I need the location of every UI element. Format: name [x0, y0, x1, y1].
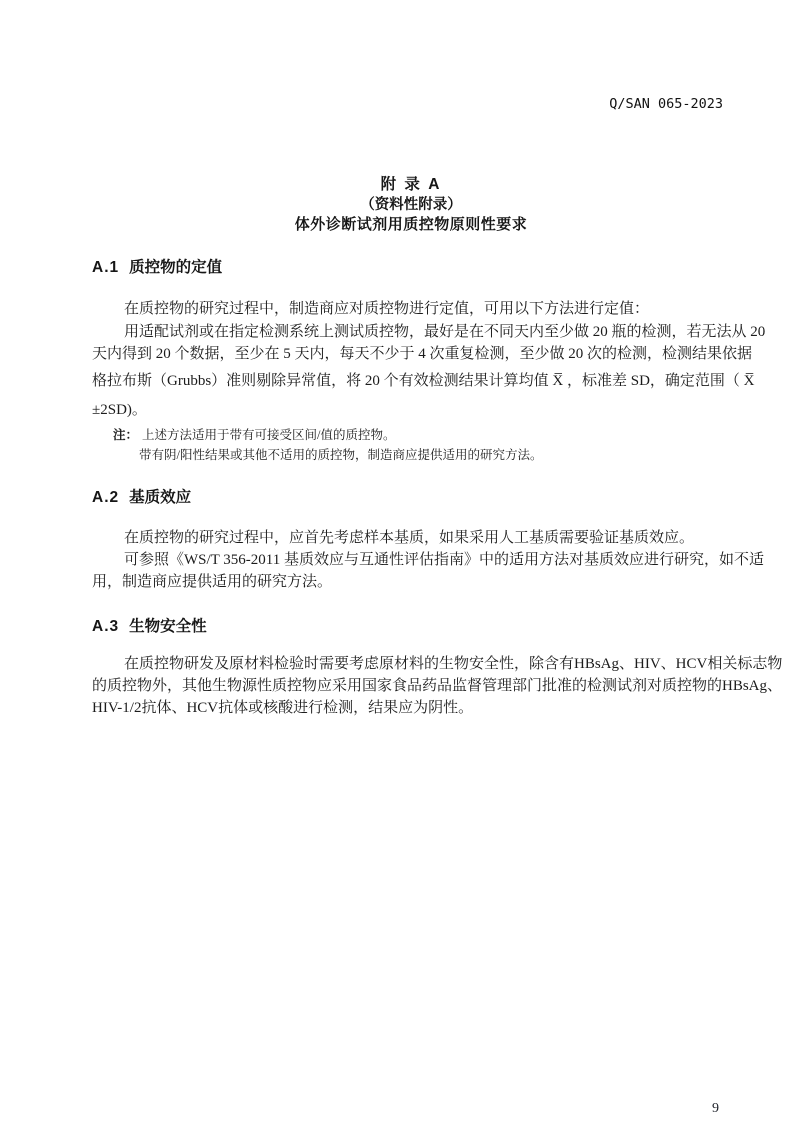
section-a2-number: A.2	[92, 489, 120, 506]
appendix-heading: 体外诊断试剂用质控物原则性要求	[294, 216, 528, 233]
paragraph-line: HIV-1/2抗体、HCV抗体或核酸进行检测，结果应为阴性。	[92, 700, 474, 716]
paragraph-line: 用，制造商应提供适用的研究方法。	[92, 574, 333, 590]
section-a2-heading	[92, 485, 191, 507]
note-text: 上述方法适用于带有可接受区间/值的质控物。	[142, 428, 396, 442]
paragraph-line: ±2SD)。	[92, 402, 147, 418]
paragraph-line: 在质控物的研究过程中，制造商应对质控物进行定值，可用以下方法进行定值：	[124, 301, 650, 317]
paragraph-line: 天内得到 20 个数据，至少在 5 天内，每天不少于 4 次重复检测，至少做 20 次的检测，检测结果依据	[92, 346, 753, 362]
appendix-subtitle: （资料性附录）	[360, 197, 462, 213]
section-a1-heading	[92, 255, 222, 277]
note-line	[113, 428, 396, 443]
section-a3-heading	[92, 614, 207, 636]
note-label: 注：	[113, 428, 139, 442]
page-number: 9	[712, 1101, 719, 1116]
section-a1-title: 质控物的定值	[129, 259, 223, 276]
paragraph-line: 可参照《WS/T 356-2011 基质效应与互通性评估指南》中的适用方法对基质效应进行研究，如不适	[124, 552, 765, 568]
paragraph-line: 格拉布斯（Grubbs）准则剔除异常值，将 20 个有效检测结果计算均值 X̅ ，标准差 SD，确定范围（ X̅	[92, 373, 755, 389]
appendix-title: 附 录 A	[380, 176, 442, 193]
paragraph-line: 在质控物的研究过程中，应首先考虑样本基质，如果采用人工基质需要验证基质效应。	[124, 530, 695, 546]
section-a3-number: A.3	[92, 618, 120, 635]
section-a2-title: 基质效应	[129, 489, 192, 506]
section-a1-number: A.1	[92, 259, 120, 276]
note-line: 带有阴/阳性结果或其他不适用的质控物，制造商应提供适用的研究方法。	[139, 448, 543, 462]
paragraph-line: 的质控物外，其他生物源性质控物应采用国家食品药品监督管理部门批准的检测试剂对质控物的HBsAg、	[92, 678, 783, 694]
section-a3-title: 生物安全性	[129, 618, 207, 635]
doc-code: Q/SAN 065-2023	[609, 96, 723, 112]
paragraph-line: 在质控物研发及原材料检验时需要考虑原材料的生物安全性，除含有HBsAg、HIV、HCV相关标志物	[124, 656, 783, 672]
paragraph-line: 用适配试剂或在指定检测系统上测试质控物，最好是在不同天内至少做 20 瓶的检测，若无法从 20	[124, 324, 766, 340]
